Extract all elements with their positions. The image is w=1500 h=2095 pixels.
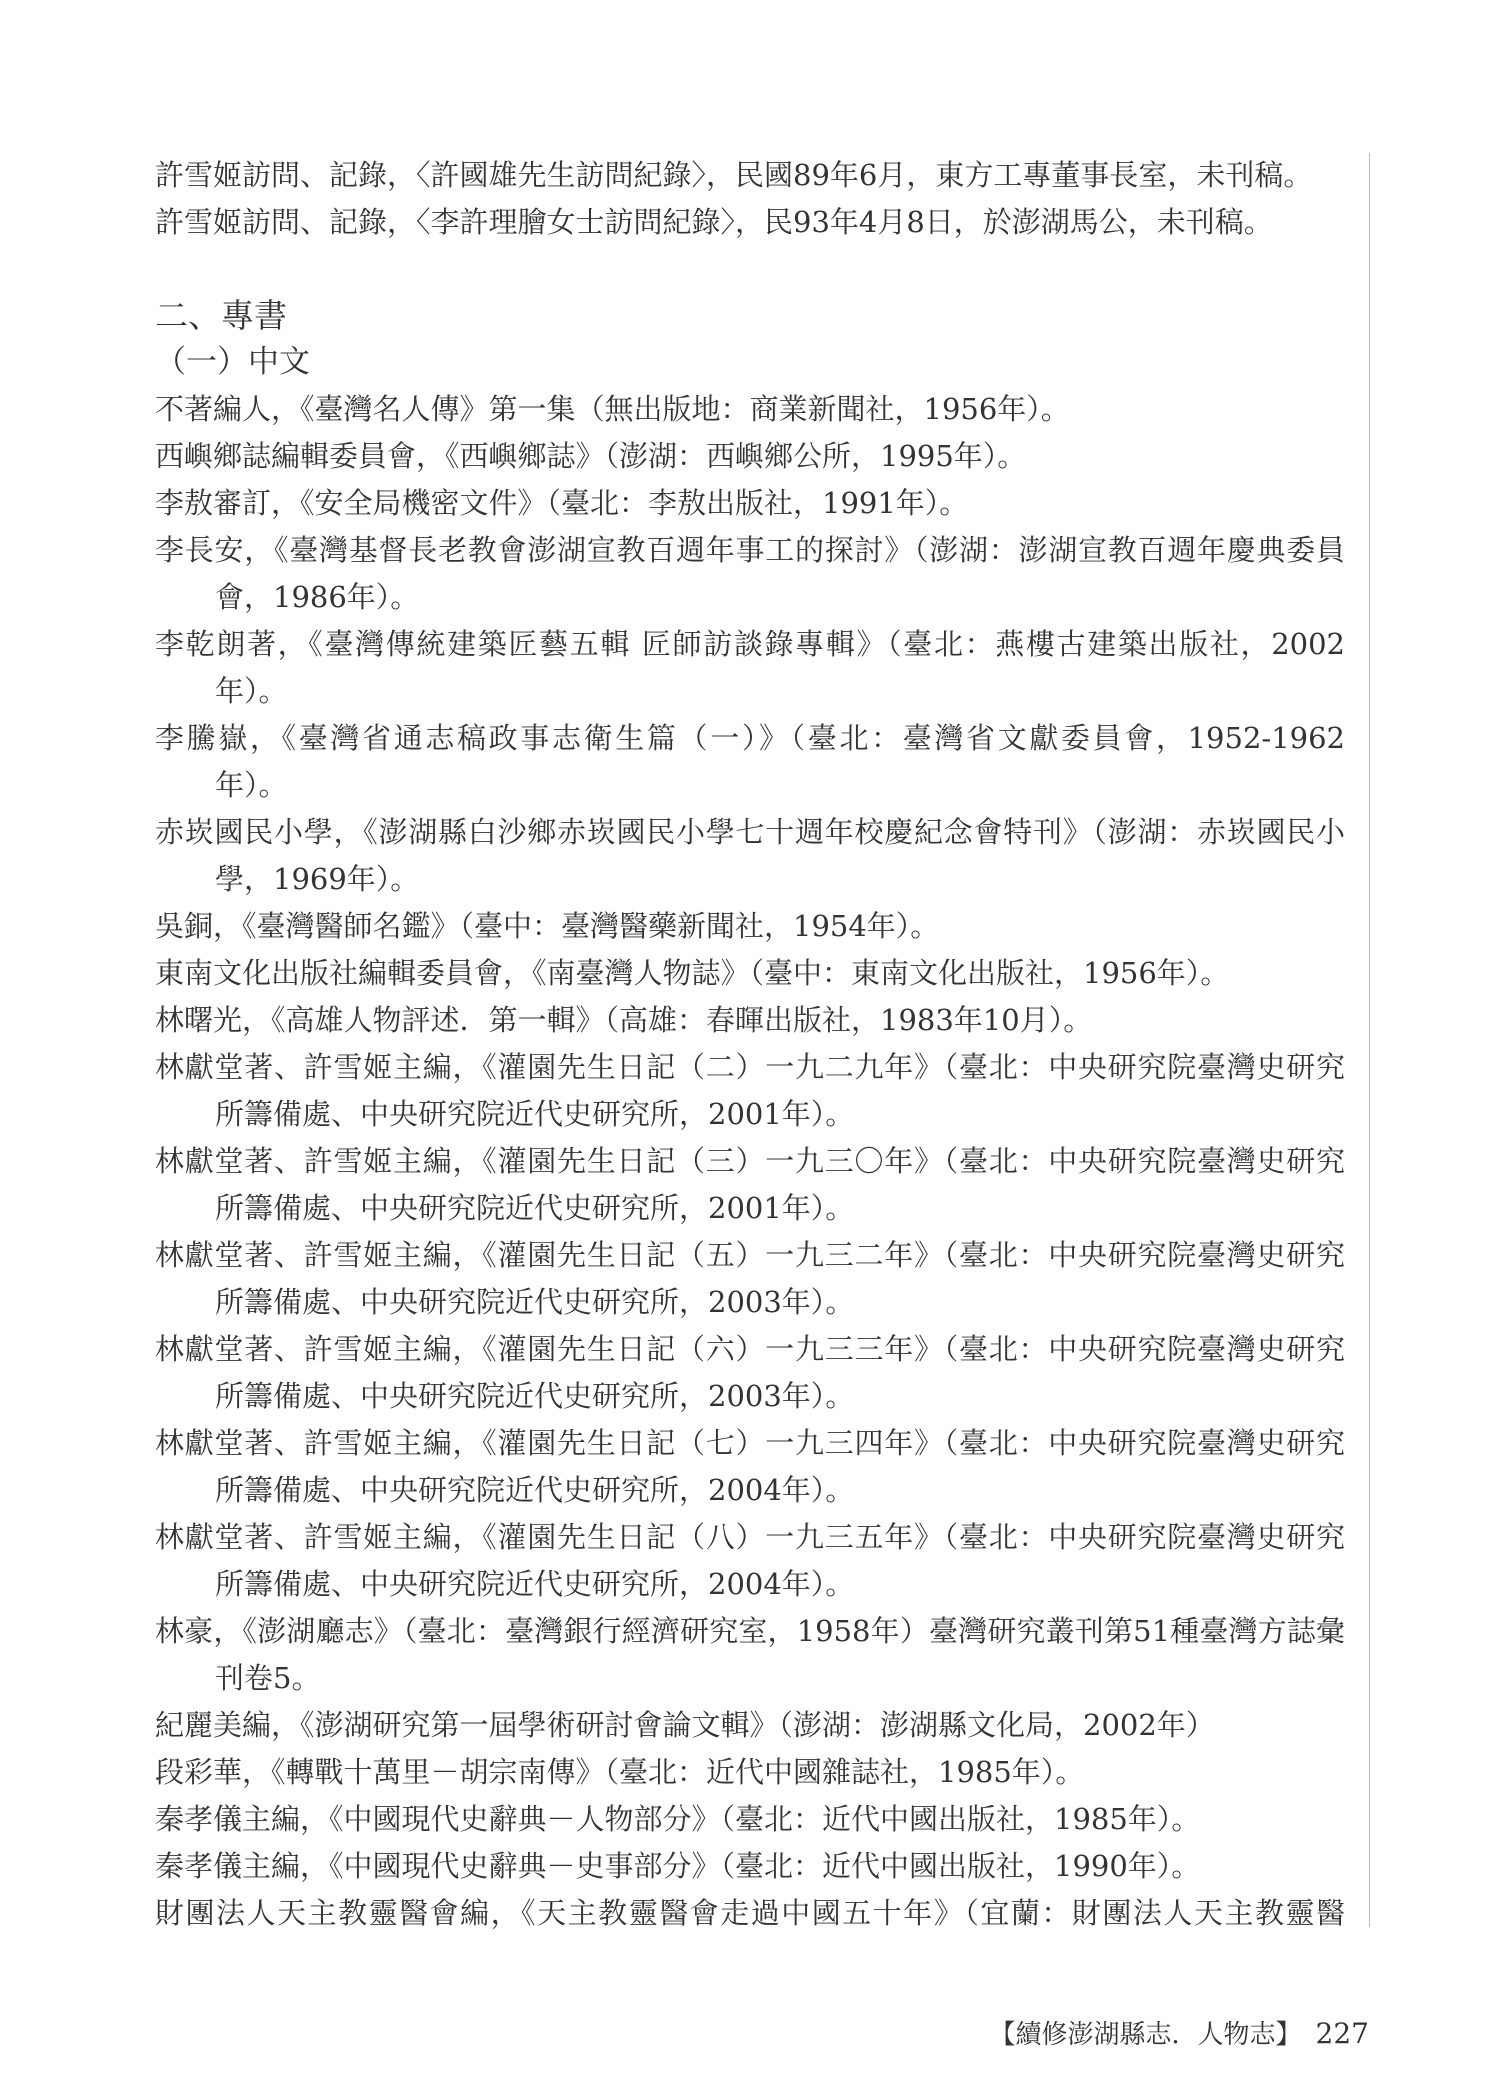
entry-line: 會，1986年）。 (215, 580, 420, 614)
entry-line: 所籌備處、中央研究院近代史研究所，2004年）。 (215, 1473, 855, 1507)
bibliography-entry (155, 1749, 1345, 1796)
entry-line: 李敖審訂，《安全局機密文件》（臺北：李敖出版社，1991年）。 (155, 486, 969, 520)
entry-line: 所籌備處、中央研究院近代史研究所，2003年）。 (215, 1379, 855, 1413)
interview-list (155, 152, 1345, 246)
entry-line: 東南文化出版社編輯委員會，《南臺灣人物誌》（臺中：東南文化出版社，1956年）。 (155, 956, 1230, 990)
bibliography-entry (155, 1044, 1345, 1138)
entry-line: 赤崁國民小學，《澎湖縣白沙鄉赤崁國民小學七十週年校慶紀念會特刊》（澎湖：赤崁國民小 (155, 815, 1345, 849)
bibliography-entry (155, 1796, 1345, 1843)
bibliography-entry (155, 199, 1345, 246)
entry-line: 吳銅，《臺灣醫師名鑑》（臺中：臺灣醫藥新聞社，1954年）。 (155, 909, 940, 943)
entry-line: 所籌備處、中央研究院近代史研究所，2004年）。 (215, 1567, 855, 1601)
entry-line: 學，1969年）。 (215, 862, 420, 896)
entry-line: 李長安，《臺灣基督長老教會澎湖宣教百週年事工的探討》（澎湖：澎湖宣教百週年慶典委員 (155, 533, 1345, 567)
bibliography-entry (155, 527, 1345, 621)
entry-line: 段彩華，《轉戰十萬里－胡宗南傳》（臺北：近代中國雜誌社，1985年）。 (155, 1755, 1085, 1789)
bibliography-entry (155, 809, 1345, 903)
margin-rule (1369, 153, 1370, 1927)
subsection-heading: （一）中文 (155, 344, 310, 380)
bibliography-entry (155, 152, 1345, 199)
entry-line: 許雪姬訪問、記錄，〈李許理膾女士訪問紀錄〉，民93年4月8日，於澎湖馬公，未刊稿。 (155, 205, 1273, 239)
bibliography-entry (155, 621, 1345, 715)
bibliography-list (155, 386, 1345, 1937)
entry-line: 刊卷5。 (215, 1661, 321, 1695)
entry-line: 年）。 (215, 768, 288, 802)
bibliography-entry (155, 950, 1345, 997)
entry-line: 年）。 (215, 674, 288, 708)
entry-line: 許雪姬訪問、記錄，〈許國雄先生訪問紀錄〉，民國89年6月，東方工專董事長室，未刊稿。 (155, 158, 1313, 192)
bibliography-entry (155, 1843, 1345, 1890)
bibliography-entry (155, 1326, 1345, 1420)
bibliography-entry (155, 903, 1345, 950)
entry-line: 李騰嶽，《臺灣省通志稿政事志衛生篇（一）》（臺北：臺灣省文獻委員會，1952-1962 (155, 721, 1345, 755)
entry-line: 所籌備處、中央研究院近代史研究所，2001年）。 (215, 1191, 855, 1225)
bibliography-entry (155, 1138, 1345, 1232)
entry-line: 紀麗美編，《澎湖研究第一屆學術研討會論文輯》（澎湖：澎湖縣文化局，2002年） (155, 1708, 1215, 1742)
bibliography-entry (155, 1890, 1345, 1937)
bibliography-entry (155, 433, 1345, 480)
bibliography-entry (155, 1232, 1345, 1326)
entry-line: 秦孝儀主編，《中國現代史辭典－史事部分》（臺北：近代中國出版社，1990年）。 (155, 1849, 1201, 1883)
bibliography-entry (155, 480, 1345, 527)
bibliography-entry (155, 715, 1345, 809)
entry-line: 林獻堂著、許雪姬主編，《灌園先生日記（五）一九三二年》（臺北：中央研究院臺灣史研究 (155, 1238, 1345, 1272)
entry-line: 林獻堂著、許雪姬主編，《灌園先生日記（八）一九三五年》（臺北：中央研究院臺灣史研究 (155, 1520, 1345, 1554)
entry-line: 林獻堂著、許雪姬主編，《灌園先生日記（六）一九三三年》（臺北：中央研究院臺灣史研究 (155, 1332, 1345, 1366)
entry-line: 林曙光，《高雄人物評述．第一輯》（高雄：春暉出版社，1983年10月）。 (155, 1003, 1093, 1037)
page-body (155, 152, 1345, 1937)
entry-line: 林豪，《澎湖廳志》（臺北：臺灣銀行經濟研究室，1958年）臺灣研究叢刊第51種臺灣方誌彙 (155, 1614, 1345, 1648)
footer-book-title: 【續修澎湖縣志．人物志】 (989, 2020, 1302, 2050)
entry-line: 不著編人，《臺灣名人傳》第一集（無出版地：商業新聞社，1956年）。 (155, 392, 1070, 426)
entry-line: 李乾朗著，《臺灣傳統建築匠藝五輯 匠師訪談錄專輯》（臺北：燕樓古建築出版社，2002 (155, 627, 1345, 661)
entry-line: 西嶼鄉誌編輯委員會，《西嶼鄉誌》（澎湖：西嶼鄉公所，1995年）。 (155, 439, 1027, 473)
entry-line: 財團法人天主教靈醫會編，《天主教靈醫會走過中國五十年》（宜蘭：財團法人天主教靈醫 (155, 1896, 1345, 1930)
bibliography-entry (155, 1514, 1345, 1608)
bibliography-entry (155, 997, 1345, 1044)
page-number: 227 (1315, 2017, 1369, 2050)
entry-line: 林獻堂著、許雪姬主編，《灌園先生日記（二）一九二九年》（臺北：中央研究院臺灣史研究 (155, 1050, 1345, 1084)
bibliography-entry (155, 1702, 1345, 1749)
bibliography-entry (155, 386, 1345, 433)
entry-line: 所籌備處、中央研究院近代史研究所，2001年）。 (215, 1097, 855, 1131)
bibliography-entry (155, 1608, 1345, 1702)
entry-line: 林獻堂著、許雪姬主編，《灌園先生日記（三）一九三〇年》（臺北：中央研究院臺灣史研究 (155, 1144, 1345, 1178)
section-heading: 二、專書 (155, 296, 287, 335)
entry-line: 秦孝儀主編，《中國現代史辭典－人物部分》（臺北：近代中國出版社，1985年）。 (155, 1802, 1201, 1836)
entry-line: 所籌備處、中央研究院近代史研究所，2003年）。 (215, 1285, 855, 1319)
page-footer (990, 2014, 1369, 2055)
entry-line: 林獻堂著、許雪姬主編，《灌園先生日記（七）一九三四年》（臺北：中央研究院臺灣史研究 (155, 1426, 1345, 1460)
bibliography-entry (155, 1420, 1345, 1514)
